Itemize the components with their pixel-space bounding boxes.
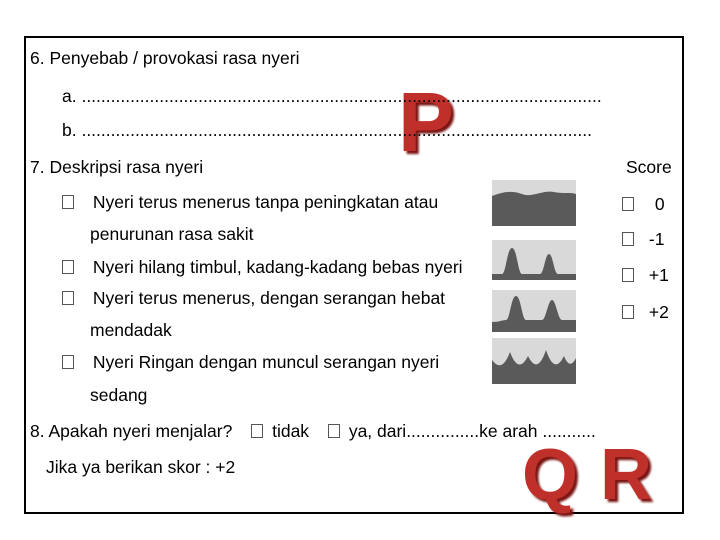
radio-no[interactable] <box>251 424 263 438</box>
option-3-label: Nyeri terus menerus, dengan serangan hebat <box>92 288 446 308</box>
option-1-label-cont: penurunan rasa sakit <box>90 224 254 244</box>
option-yes-label: ya, dari...............ke arah ........... <box>348 421 596 441</box>
score-row-4[interactable] <box>622 302 669 322</box>
score-row-1[interactable] <box>622 194 665 214</box>
wave-sudden-attack-icon <box>492 290 576 332</box>
checkbox-3[interactable] <box>62 291 74 305</box>
option-4-label-cont: sedang <box>90 385 148 405</box>
section-8-row <box>30 421 596 441</box>
option-row-3[interactable] <box>62 288 445 308</box>
option-row-4[interactable] <box>62 352 439 372</box>
option-1-label: Nyeri terus menerus tanpa peningkatan atau <box>92 192 439 212</box>
letter-p: P <box>398 75 455 169</box>
score-value-4: +2 <box>648 302 669 322</box>
checkbox-2[interactable] <box>62 260 74 274</box>
score-header: Score <box>626 157 672 177</box>
wave-intermittent-icon <box>492 240 576 280</box>
field-6a[interactable]: a. ........................................................................................................... <box>62 86 602 106</box>
option-no-label: tidak <box>272 421 310 441</box>
checkbox-1[interactable] <box>62 195 74 209</box>
score-value-3: +1 <box>648 265 669 285</box>
field-6b[interactable]: b. ......................................................................................................... <box>62 120 592 140</box>
score-checkbox-2[interactable] <box>622 232 634 246</box>
option-row-2[interactable] <box>62 257 463 277</box>
score-checkbox-3[interactable] <box>622 268 634 282</box>
section-7-title: 7. Deskripsi rasa nyeri <box>30 157 204 177</box>
wave-constant-icon <box>492 180 576 226</box>
score-checkbox-1[interactable] <box>622 197 634 211</box>
score-row-2[interactable] <box>622 229 664 249</box>
score-value-2: -1 <box>648 229 665 249</box>
score-checkbox-4[interactable] <box>622 305 634 319</box>
score-row-3[interactable] <box>622 265 669 285</box>
option-row-1[interactable] <box>62 192 438 212</box>
section-6-title: 6. Penyebab / provokasi rasa nyeri <box>30 48 300 68</box>
score-value-1: 0 <box>654 194 665 214</box>
option-2-label: Nyeri hilang timbul, kadang-kadang bebas nyeri <box>92 257 463 277</box>
radio-yes[interactable] <box>328 424 340 438</box>
section-8-question: 8. Apakah nyeri menjalar? <box>30 421 233 441</box>
option-4-label: Nyeri Ringan dengan muncul serangan nyeri <box>92 352 440 372</box>
option-3-label-cont: mendadak <box>90 320 172 340</box>
checkbox-4[interactable] <box>62 355 74 369</box>
letters-qr: QR <box>522 435 674 515</box>
wave-mild-attack-icon <box>492 338 576 384</box>
section-8-note: Jika ya berikan skor : +2 <box>46 457 236 477</box>
